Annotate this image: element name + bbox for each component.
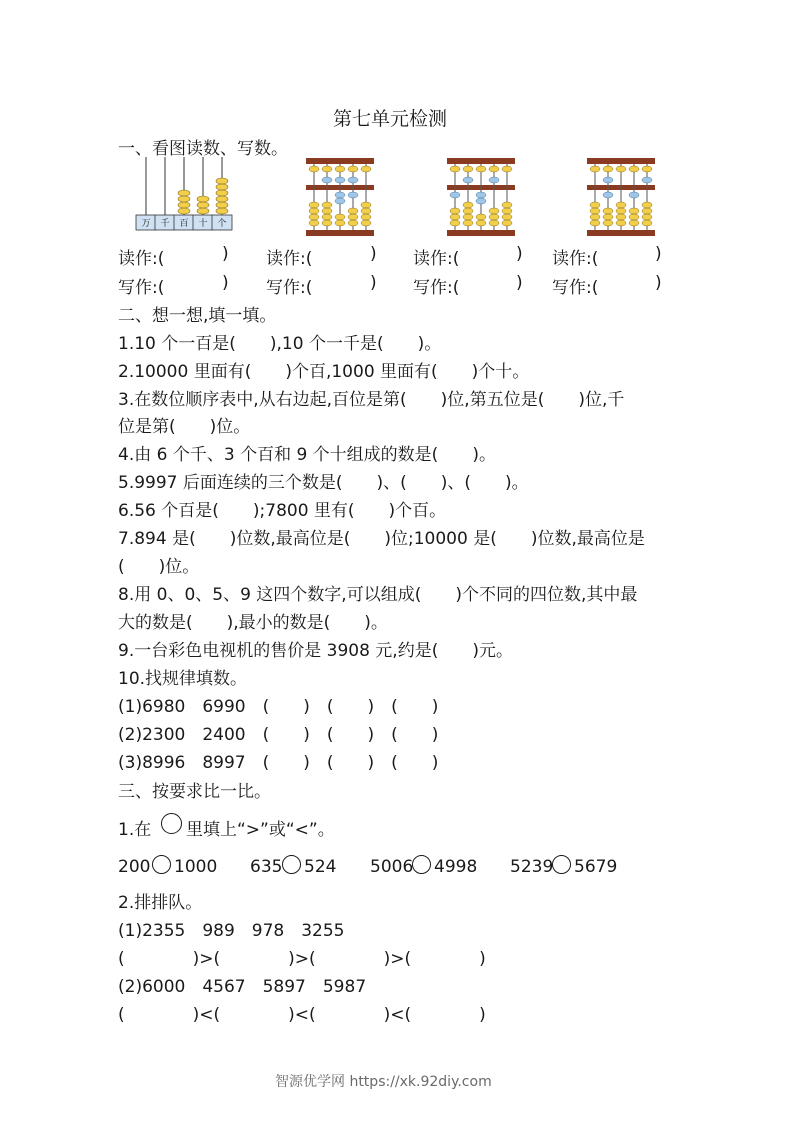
- question-line: 大的数是( ),最小的数是( )。: [118, 613, 388, 633]
- counting-frame-figure: [135, 157, 235, 231]
- footer-watermark: 智源优学网 https://xk.92diy.com: [275, 1074, 492, 1090]
- counter-label-bai: 百: [179, 219, 189, 229]
- write-close-1: ): [222, 273, 229, 293]
- sort-heading: 2.排排队。: [118, 893, 203, 913]
- compare-circle-4[interactable]: [552, 855, 571, 874]
- compare-right-2: 524: [304, 857, 337, 877]
- sort-numbers-2: (2)6000 4567 5897 5987: [118, 977, 367, 997]
- section2-heading: 二、想一想,填一填。: [118, 306, 277, 326]
- compare-left-1: 200: [118, 857, 151, 877]
- write-label-4: 写作:(: [552, 278, 599, 298]
- question-line: 7.894 是( )位数,最高位是( )位;10000 是( )位数,最高位是: [118, 529, 645, 549]
- write-label-3: 写作:(: [413, 278, 460, 298]
- write-close-3: ): [516, 273, 523, 293]
- abacus-figure-3: [586, 157, 656, 237]
- question-line: 5.9997 后面连续的三个数是( )、( )、( )。: [118, 473, 529, 493]
- compare-circle-3[interactable]: [412, 855, 431, 874]
- write-label-1: 写作:(: [118, 278, 165, 298]
- question-line: 6.56 个百是( );7800 里有( )个百。: [118, 501, 447, 521]
- pattern-row-3: (3)8996 8997 ( ) ( ) ( ): [118, 753, 439, 773]
- read-close-2: ): [370, 244, 377, 264]
- compare-left-2: 635: [250, 857, 283, 877]
- sort-blanks-2: ( )<( )<( )<( ): [118, 1005, 486, 1025]
- question-line: 位是第( )位。: [118, 417, 251, 437]
- compare-left-4: 5239: [510, 857, 554, 877]
- question-line: 2.10000 里面有( )个百,1000 里面有( )个十。: [118, 362, 530, 382]
- question-line: 9.一台彩色电视机的售价是 3908 元,约是( )元。: [118, 641, 513, 661]
- read-close-4: ): [655, 244, 662, 264]
- counter-label-qian: 千: [160, 219, 170, 229]
- sort-numbers-1: (1)2355 989 978 3255: [118, 921, 345, 941]
- section1-heading: 一、看图读数、写数。: [118, 139, 288, 159]
- question-line: 1.10 个一百是( ),10 个一千是( )。: [118, 334, 442, 354]
- compare-instruction-prefix: 1.在: [118, 820, 152, 840]
- compare-circle-1[interactable]: [152, 855, 171, 874]
- compare-instruction-suffix: 里填上“>”或“<”。: [186, 820, 335, 840]
- question-line: 8.用 0、0、5、9 这四个数字,可以组成( )个不同的四位数,其中最: [118, 585, 638, 605]
- write-close-2: ): [370, 273, 377, 293]
- compare-right-4: 5679: [574, 857, 618, 877]
- question-line: 4.由 6 个千、3 个百和 9 个十组成的数是( )。: [118, 445, 496, 465]
- compare-right-1: 1000: [174, 857, 218, 877]
- pattern-row-1: (1)6980 6990 ( ) ( ) ( ): [118, 697, 439, 717]
- write-close-4: ): [655, 273, 662, 293]
- read-label-3: 读作:(: [413, 249, 460, 269]
- question-line: 3.在数位顺序表中,从右边起,百位是第( )位,第五位是( )位,千: [118, 390, 625, 410]
- page-title: 第七单元检测: [333, 108, 448, 130]
- sort-blanks-1: ( )>( )>( )>( ): [118, 949, 486, 969]
- abacus-figure-2: [446, 157, 516, 237]
- write-label-2: 写作:(: [266, 278, 313, 298]
- read-close-3: ): [516, 244, 523, 264]
- read-close-1: ): [222, 244, 229, 264]
- compare-left-3: 5006: [370, 857, 414, 877]
- question-line: 10.找规律填数。: [118, 669, 248, 689]
- compare-right-3: 4998: [434, 857, 478, 877]
- question-line: ( )位。: [118, 557, 200, 577]
- abacus-figure-1: [305, 157, 375, 237]
- counter-label-ge: 个: [217, 219, 227, 229]
- pattern-row-2: (2)2300 2400 ( ) ( ) ( ): [118, 725, 439, 745]
- counter-label-wan: 万: [141, 219, 151, 229]
- read-label-2: 读作:(: [266, 249, 313, 269]
- counter-label-shi: 十: [198, 219, 208, 229]
- compare-circle-2[interactable]: [282, 855, 301, 874]
- section3-heading: 三、按要求比一比。: [118, 782, 271, 802]
- circle-icon: [161, 813, 182, 834]
- read-label-1: 读作:(: [118, 249, 165, 269]
- read-label-4: 读作:(: [552, 249, 599, 269]
